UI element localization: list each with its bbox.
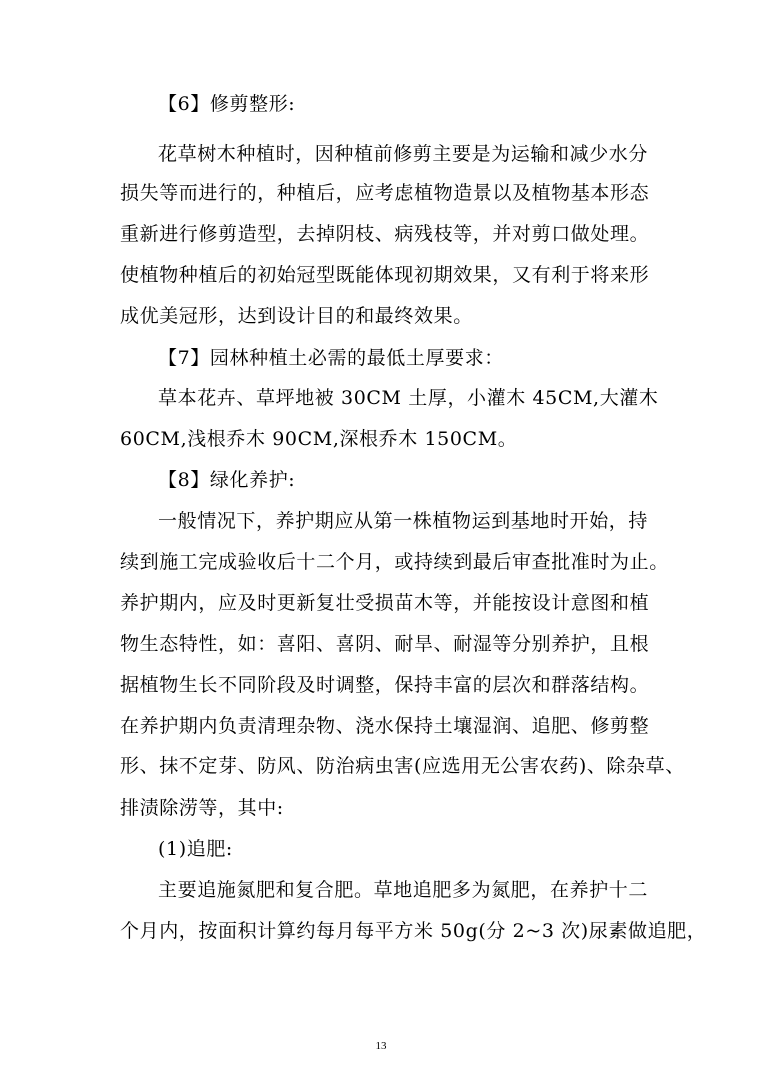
paragraph-line: 60CM,浅根乔木 90CM,深根乔木 150CM。 (120, 428, 518, 450)
section-heading-8: 【8】绿化养护: (158, 469, 296, 491)
section-heading-6: 【6】修剪整形: (158, 93, 296, 115)
paragraph-line: 花草树木种植时，因种植前修剪主要是为运输和减少水分 (158, 143, 649, 165)
subsection-heading-fertilizing: (1)追肥: (158, 838, 233, 860)
paragraph-line: 重新进行修剪造型，去掉阴枝、病残枝等，并对剪口做处理。 (120, 223, 650, 245)
paragraph-line: 形、抹不定芽、防风、防治病虫害(应选用无公害农药)、除杂草、 (120, 755, 685, 777)
page-number: 13 (375, 1040, 387, 1052)
paragraph-line: 使植物种植后的初始冠型既能体现初期效果，又有利于将来形 (120, 264, 650, 286)
paragraph-line: 排渍除涝等，其中: (120, 797, 284, 819)
paragraph-line: 损失等而进行的，种植后，应考虑植物造景以及植物基本形态 (120, 182, 650, 204)
paragraph-line: 成优美冠形，达到设计目的和最终效果。 (120, 305, 473, 327)
paragraph-line: 据植物生长不同阶段及时调整，保持丰富的层次和群落结构。 (120, 674, 650, 696)
paragraph-line: 主要追施氮肥和复合肥。草地追肥多为氮肥，在养护十二 (158, 879, 649, 901)
paragraph-line: 草本花卉、草坪地被 30CM 土厚，小灌木 45CM,大灌木 (158, 387, 659, 409)
paragraph-line: 个月内，按面积计算约每月每平方米 50g(分 2~3 次)尿素做追肥， (120, 920, 707, 942)
paragraph-line: 续到施工完成验收后十二个月，或持续到最后审查批准时为止。 (120, 551, 669, 573)
paragraph-line: 养护期内，应及时更新复壮受损苗木等，并能按设计意图和植 (120, 592, 650, 614)
paragraph-line: 在养护期内负责清理杂物、浇水保持土壤湿润、追肥、修剪整 (120, 715, 650, 737)
paragraph-line: 物生态特性，如：喜阳、喜阴、耐旱、耐湿等分别养护，且根 (120, 633, 650, 655)
section-heading-7: 【7】园林种植土必需的最低土厚要求： (158, 347, 504, 369)
paragraph-line: 一般情况下，养护期应从第一株植物运到基地时开始，持 (158, 510, 649, 532)
